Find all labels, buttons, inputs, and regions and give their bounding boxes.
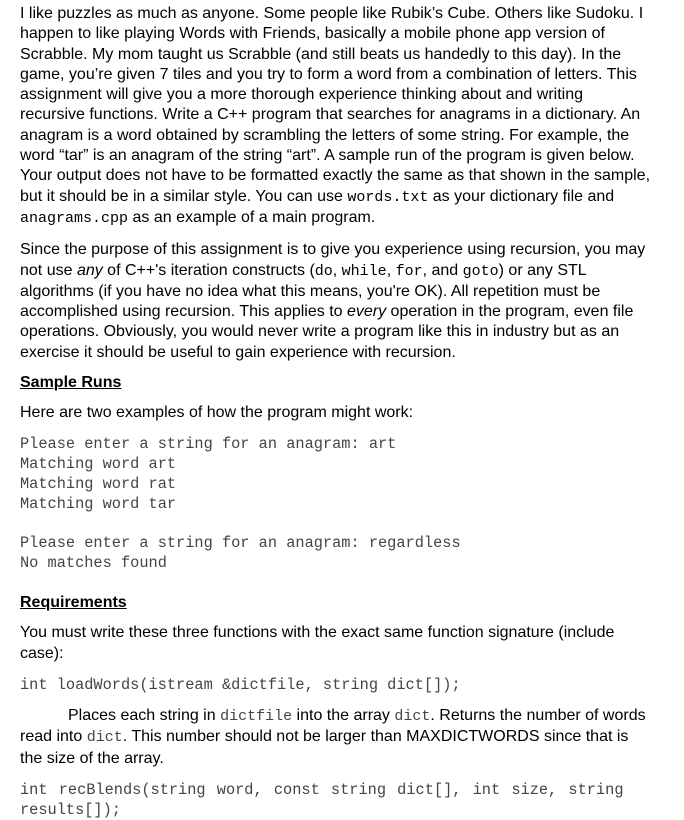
code-line: No matches found xyxy=(20,554,167,573)
sample-run-2 xyxy=(20,533,650,573)
keyword-while: while xyxy=(341,262,387,280)
code-dictfile: dictfile xyxy=(220,707,293,725)
code-line: Please enter a string for an anagram: art xyxy=(20,435,397,454)
recursion-paragraph xyxy=(20,240,650,363)
code-line: Matching word tar xyxy=(20,495,177,514)
emphasis-any: any xyxy=(76,261,103,279)
recursion-text-1: Since the purpose of this assignment is to give you experience using recursion, you may not use xyxy=(20,241,646,279)
intro-paragraph xyxy=(20,4,650,229)
sample-runs-heading: Sample Runs xyxy=(20,374,122,392)
sample-runs-intro: Here are two examples of how the program might work: xyxy=(20,404,414,422)
desc-text-2: into the array xyxy=(292,706,395,724)
desc-text-1: Places each string in xyxy=(68,706,221,724)
code-dict: dict xyxy=(394,707,431,725)
keyword-separator-1: , xyxy=(332,261,342,279)
anagrams-file-name: anagrams.cpp xyxy=(20,209,129,227)
desc-text-3: . Returns the number of words read into xyxy=(20,706,646,746)
recursion-text-3: ) or any STL algorithms (if you have no idea what this means, you're OK). All repetition must be accomplished using recursion. This applies to xyxy=(20,261,601,321)
requirements-intro: You must write these three functions with the exact same function signature (include case): xyxy=(20,624,615,662)
sample-run-1 xyxy=(20,434,650,514)
words-file-name: words.txt xyxy=(347,188,429,206)
document-page xyxy=(20,4,650,820)
rec-blends-signature: int recBlends(string word, const string dict[], int size, string results[]); xyxy=(20,780,624,819)
keyword-do: do xyxy=(314,262,333,280)
intro-text-1: I like puzzles as much as anyone. Some people like Rubik’s Cube. Others like Sudoku. I happen to like playing Words with Friends, basically a mobile phone app version of Scrabble. My mom taught us Scrabble (and still beats us handedly to this day). In the game, you’re given 7 tiles and you try to form a word from a combination of letters. This assignment will give you a more thorough experience thinking about and writing recursive functions. Write a C++ program that searches for anagrams in a dictionary. An anagram is a word obtained by scrambling the letters of some string. For example, the word “tar” is an anagram of the string “art”. A sample run of the program is given below. Your output does not have to be formatted exactly the same as that shown in the sample, but it should be in a similar style. You can use xyxy=(20,5,651,205)
keyword-for: for xyxy=(395,262,423,280)
code-line: Matching word rat xyxy=(20,475,177,494)
desc-text-4: . This number should not be larger than MAXDICTWORDS since that is the size of the array. xyxy=(20,728,629,767)
recursion-text-2: of C++'s iteration constructs ( xyxy=(102,261,315,279)
code-dict: dict xyxy=(86,729,123,747)
code-line: Please enter a string for an anagram: regardless xyxy=(20,534,461,553)
emphasis-every: every xyxy=(346,303,387,321)
recursion-text-4: operation in the program, even file operations. Obviously, you would never write a program like this in industry but as an exercise it should be useful to gain experience with recursion. xyxy=(20,303,634,361)
intro-text-3: as an example of a main program. xyxy=(128,208,376,226)
keyword-separator-3: , and xyxy=(422,261,463,279)
keyword-separator-2: , xyxy=(386,261,396,279)
requirements-heading: Requirements xyxy=(20,594,127,612)
load-words-description xyxy=(20,706,650,769)
load-words-signature: int loadWords(istream &dictfile, string dict[]); xyxy=(20,675,461,694)
keyword-goto: goto xyxy=(462,262,499,280)
code-line: Matching word art xyxy=(20,455,177,474)
intro-text-2: as your dictionary file and xyxy=(428,187,615,205)
